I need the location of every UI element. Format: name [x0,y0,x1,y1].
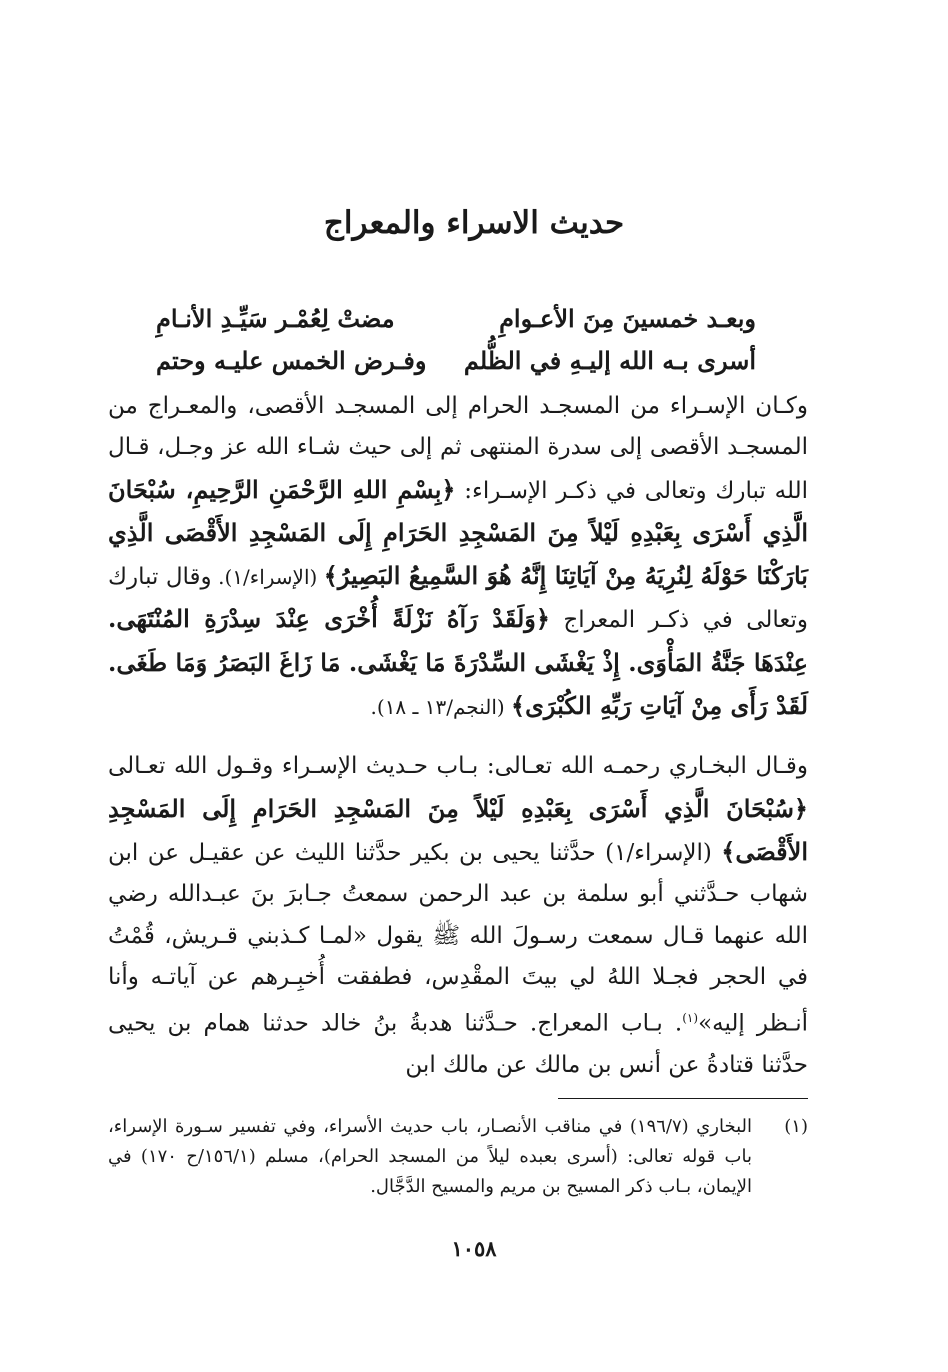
footnote [108,1112,808,1202]
verse-reference: (الإسراء/١). [211,565,324,590]
footnote-divider [558,1098,808,1099]
text-segment: وقـال البخـاري رحمـه الله تعـالى: بـاب حـديث الإسـراء وقـول الله تعـالى [108,753,808,780]
poem-hemistich-first: وبعـد خمسينَ مِنَ الأعـوامِ [499,304,756,333]
poem-hemistich-second: وفـرض الخمس عليـه وحتم [156,346,427,375]
paragraph-bukhari [108,746,808,1086]
poem-verse [156,340,756,382]
paragraph-isra [108,386,808,728]
page-number: ١٠٥٨ [451,1236,497,1261]
poem-hemistich-second: مضتْ لِعُمْـر سَيِّـدِ الأنـامِ [156,304,395,333]
quran-verse-najm: ﴿وَلَقَدْ رَآهُ نَزْلَةً أُخْرَى عِنْدَ سِدْرَةِ المُنْتَهَى. عِنْدَهَا جَنَّةُ المَأْوَى. إِذْ يَغْشَى السِّدْرَةَ مَا يَغْشَى. مَا زَاغَ البَصَرُ وَمَا طَغَى. لَقَدْ رَأَى مِنْ آيَاتِ رَبِّهِ الكُبْرَى﴾ [108,604,808,721]
text-segment: . بـاب المعراج. حـدَّثنا هدبةُ بنُ خالد حدثنا همام بن يحيى حدَّثنا قتادةُ عن أنس بن مالك عن مالك ابن [108,1010,808,1079]
text-segment: وكـان الإسـراء من المسجـد الحرام إلى المسجـد الأقصى، والمعـراج من المسجـد الأقصى إلى سدرة المنتهى ثم إلى حيث شـاء الله عز وجـل، قـال الله تبارك وتعالى في ذكـر الإسـراء: [108,393,808,504]
text-segment: وقال تبارك وتعالى في ذكـر المعراج [108,564,809,634]
quran-verse-isra: ﴿بِسْمِ اللهِ الرَّحْمَنِ الرَّحِيمِ، سُبْحَانَ الَّذِي أَسْرَى بِعَبْدِهِ لَيْلاً مِنَ المَسْجِدِ الحَرَامِ إِلَى المَسْجِدِ الأَقْصَى الَّذِي بَارَكْنَا حَوْلَهُ لِنُرِيَهُ مِنْ آيَاتِنَا إِنَّهُ هُوَ السَّمِيعُ البَصِيرُ﴾ [108,474,808,591]
quran-verse-isra-short: ﴿سُبْحَانَ الَّذِي أَسْرَى بِعَبْدِهِ لَيْلاً مِنَ المَسْجِدِ الحَرَامِ إِلَى المَسْجِدِ الأَقْصَى﴾ [108,793,808,866]
footnote-text: البخاري (١٩٦/٧) في مناقب الأنصـار، باب حديث الأسراء، وفي تفسير سـورة الإسراء، باب قوله تعالى: (أسرى بعبده ليلاً من المسجد الحرام)، مسلم (١٥٦/١/ح ١٧٠) في الإيمان، بـاب ذكر المسيح بن مريم والمسيح الدَّجَّال. [108,1116,752,1197]
poem-hemistich-first: أسرى بـه الله إليـهِ في الظُّلم [463,346,756,375]
poem-block [156,298,756,382]
main-text [108,386,808,1086]
footnote-number: (١) [784,1116,808,1137]
poem-verse [156,298,756,340]
verse-reference: (النجم/١٣ ـ ١٨). [370,695,512,720]
footnote-marker: (١) [682,1011,699,1026]
chapter-title: حديث الاسراء والمعراج [323,205,625,241]
text-segment: (الإسراء/١) حدَّثنا يحيى بن بكير حدَّثنا الليث عن عقيـل عن ابن شهاب حـدَّثني أبو سلمة بن عبد الرحمن سمعتُ جـابرَ بنَ عبـدالله رضي الله عنهما قـال سمعت رسـولَ الله ﷺ يقول «لمـا كـذبني قـريش، قُمْتُ في الحجر فجـلا اللهُ لي بيتَ المقْدِس، فطفقت أُخبِـرهم عن آياتـه وأنا أنـظر إليه» [108,839,808,1037]
